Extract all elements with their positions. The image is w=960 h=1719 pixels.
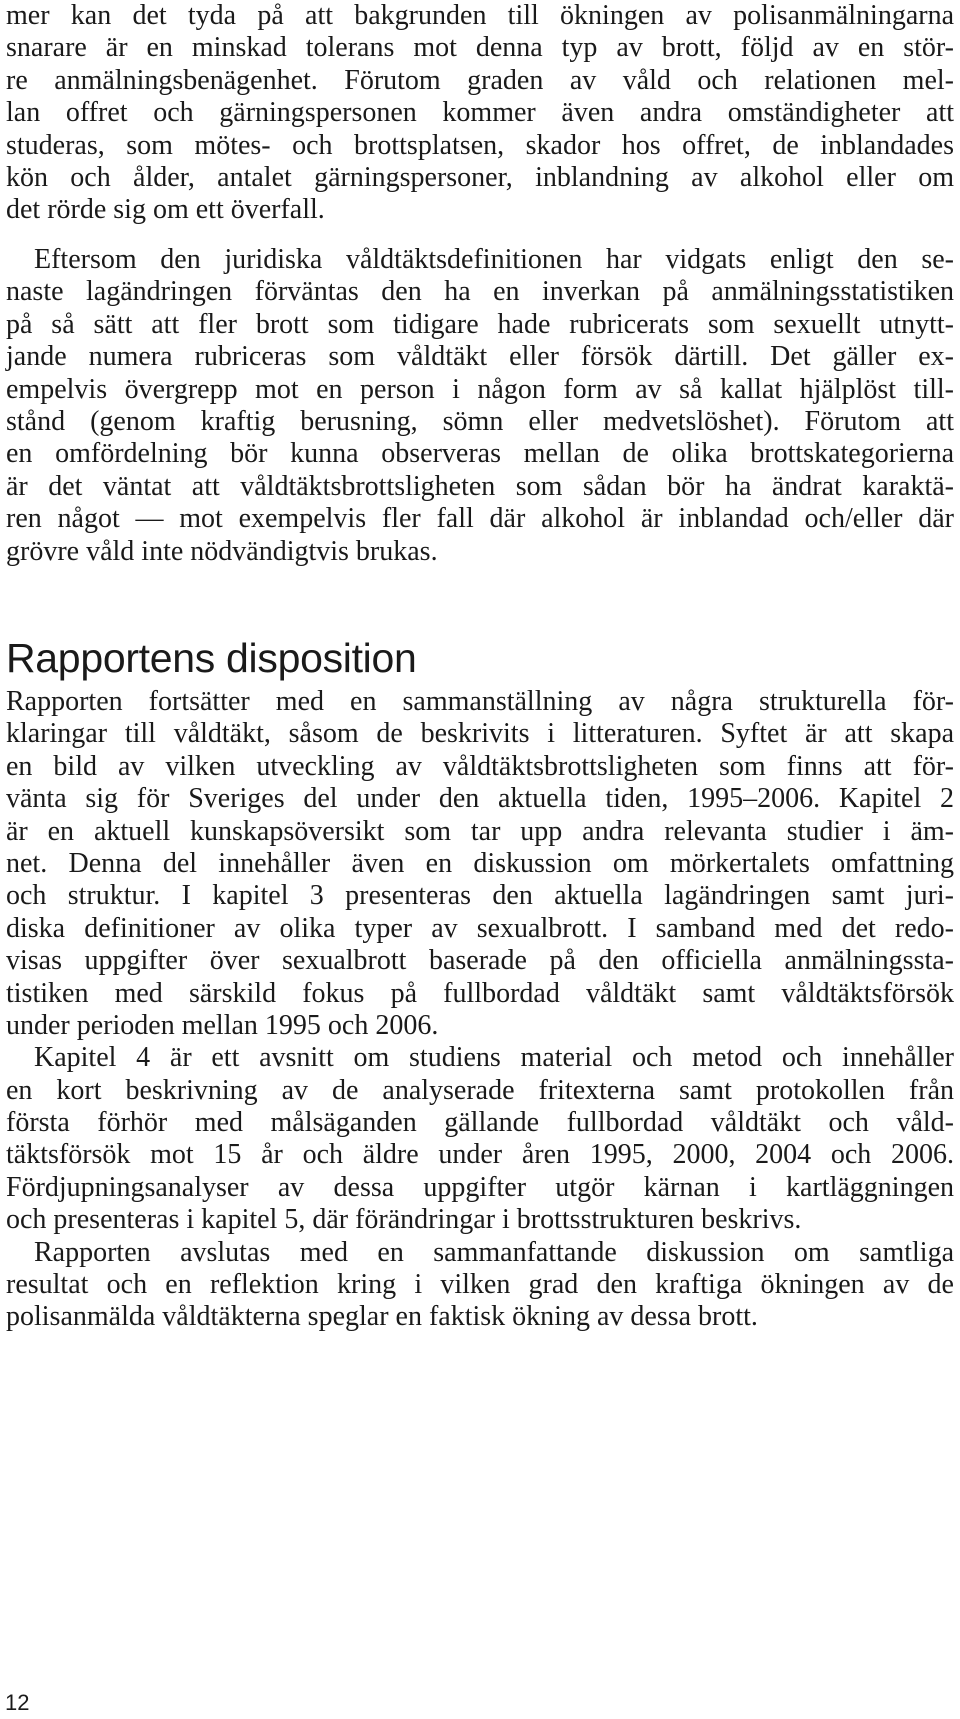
text-line: diska definitioner av olika typer av sexualbrott. I samband med det redo- [6,912,954,944]
text-line: Eftersom den juridiska våldtäktsdefinitionen har vidgats enligt den se- [34,244,954,275]
body-paragraph-2 [6,244,954,568]
text-line: täktsförsök mot 15 år och äldre under åren 1995, 2000, 2004 och 2006. [6,1139,954,1171]
text-line: och presenteras i kapitel 5, där förändringar i brottsstrukturen beskrivs. [6,1204,802,1236]
text-line: net. Denna del innehåller även en diskussion om mörkertalets omfattning [6,847,954,879]
text-line: snarare är en minskad tolerans mot denna typ av brott, följd av en stör- [6,32,954,64]
text-line: resultat och en reflektion kring i vilken grad den kraftiga ökningen av de [6,1269,954,1301]
text-line: visas uppgifter över sexualbrott baserade på den officiella anmälningssta- [6,945,954,977]
body-paragraph-1 [6,0,954,227]
section-paragraph-2 [6,1042,954,1236]
text-line: ren något — mot exempelvis fler fall där alkohol är inblandad och/eller där [6,503,954,535]
text-line: tistiken med särskild fokus på fullbordad våldtäkt samt våldtäktsförsök [6,977,954,1009]
text-line: Kapitel 4 är ett avsnitt om studiens material och metod och innehåller [34,1042,954,1074]
text-line: vänta sig för Sveriges del under den aktuella tiden, 1995–2006. Kapitel 2 [6,783,954,815]
text-line: studeras, som mötes- och brottsplatsen, skador hos offret, de inblandades [6,129,954,161]
text-line: klaringar till våldtäkt, såsom de beskrivits i litteraturen. Syftet är att skapa [6,718,954,750]
text-line: det rörde sig om ett överfall. [6,194,325,226]
text-line: mer kan det tyda på att bakgrunden till ökningen av polisanmälningarna [6,0,954,31]
section-body [6,686,954,1334]
text-line: Fördjupningsanalyser av dessa uppgifter utgör kärnan i kartläggningen [6,1171,954,1203]
text-line: lan offret och gärningspersonen kommer även andra omständigheter att [6,97,954,129]
text-line: och struktur. I kapitel 3 presenteras den aktuella lagändringen samt juri- [6,880,954,912]
text-line: naste lagändringen förväntas den ha en inverkan på anmälningsstatistiken [6,276,954,308]
text-line: första förhör med målsäganden gällande fullbordad våldtäkt och våld- [6,1107,954,1139]
section-paragraph-1 [6,686,954,1042]
text-line: en bild av vilken utveckling av våldtäktsbrottsligheten som finns att för- [6,750,954,782]
text-line: Rapporten avslutas med en sammanfattande diskussion om samtliga [34,1236,954,1268]
text-line: kön och ålder, antalet gärningspersoner, inblandning av alkohol eller om [6,161,954,193]
text-line: polisanmälda våldtäkterna speglar en faktisk ökning av dessa brott. [6,1301,758,1333]
text-line: jande numera rubriceras som våldtäkt eller försök därtill. Det gäller ex- [6,341,954,373]
text-line: är det väntat att våldtäktsbrottsligheten som sådan bör ha ändrat karaktä- [6,470,954,502]
section-paragraph-3 [6,1237,954,1334]
text-line: under perioden mellan 1995 och 2006. [6,1009,439,1041]
page-number: 12 [5,1690,30,1715]
section-heading: Rapportens disposition [6,635,417,681]
text-line: är en aktuell kunskapsöversikt som tar upp andra relevanta studier i äm- [6,815,954,847]
text-line: Rapporten fortsätter med en sammanställning av några strukturella för- [6,686,954,717]
text-line: en kort beskrivning av de analyserade fritexterna samt protokollen från [6,1074,954,1106]
text-line: en omfördelning bör kunna observeras mellan de olika brottskategorierna [6,438,954,470]
text-line: empelvis övergrepp mot en person i någon form av så kallat hjälplöst till- [6,373,954,405]
text-line: grövre våld inte nödvändigtvis brukas. [6,535,438,567]
text-line: re anmälningsbenägenhet. Förutom graden av våld och relationen mel- [6,64,954,96]
text-line: på så sätt att fler brott som tidigare hade rubricerats som sexuellt utnytt- [6,308,954,340]
text-line: stånd (genom kraftig berusning, sömn eller medvetslöshet). Förutom att [6,405,954,437]
